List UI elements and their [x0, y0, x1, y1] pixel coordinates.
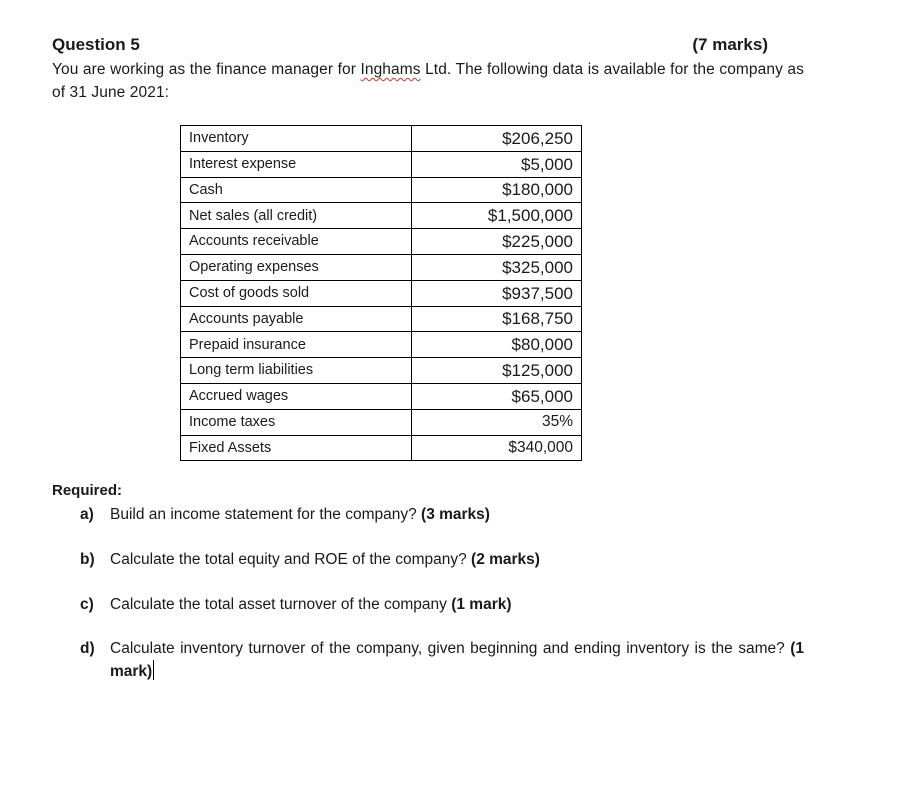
intro-text-start: You are working as the finance manager for: [52, 61, 361, 78]
financial-data-table: [180, 125, 582, 461]
company-name-spellcheck: Inghams: [360, 61, 421, 78]
intro-text-end: Ltd. The following data is available for the company as of 31 June 2021:: [52, 61, 804, 101]
table-row: [181, 177, 582, 203]
table-row: [181, 358, 582, 384]
row-value: $937,500: [412, 280, 582, 306]
row-label: Accounts payable: [181, 306, 412, 332]
requirement-item-a: [80, 503, 804, 526]
table-row: [181, 306, 582, 332]
item-text-wrap: [110, 593, 804, 616]
row-label: Interest expense: [181, 151, 412, 177]
item-marks: (1 mark): [110, 640, 804, 680]
table-row: [181, 203, 582, 229]
row-value: $168,750: [412, 306, 582, 332]
item-text: Calculate the total equity and ROE of the company?: [110, 551, 472, 568]
table-row: [181, 151, 582, 177]
item-marks: (3 marks): [421, 506, 490, 523]
row-label: Net sales (all credit): [181, 203, 412, 229]
row-label: Long term liabilities: [181, 358, 412, 384]
row-value: $206,250: [412, 126, 582, 152]
row-value: $180,000: [412, 177, 582, 203]
required-heading: Required:: [52, 482, 123, 499]
row-label: Inventory: [181, 126, 412, 152]
row-value: $340,000: [412, 435, 582, 461]
row-label: Income taxes: [181, 409, 412, 435]
table-row: [181, 254, 582, 280]
row-value: $325,000: [412, 254, 582, 280]
row-label: Accounts receivable: [181, 229, 412, 255]
item-marks: (1 mark): [451, 596, 512, 613]
question-header: [52, 35, 768, 55]
item-text: Calculate inventory turnover of the company, given beginning and ending inventory is the same?: [110, 640, 791, 657]
text-cursor: [153, 660, 154, 680]
question-marks: (7 marks): [692, 35, 768, 54]
item-text-wrap: [110, 637, 804, 683]
row-value: $125,000: [412, 358, 582, 384]
table-row: [181, 332, 582, 358]
row-value: $225,000: [412, 229, 582, 255]
row-value: $5,000: [412, 151, 582, 177]
row-value: $80,000: [412, 332, 582, 358]
row-value: $1,500,000: [412, 203, 582, 229]
requirement-item-b: [80, 548, 804, 571]
table-row: [181, 280, 582, 306]
row-label: Accrued wages: [181, 383, 412, 409]
row-label: Prepaid insurance: [181, 332, 412, 358]
item-text: Build an income statement for the company?: [110, 506, 422, 523]
requirement-item-c: [80, 593, 804, 616]
item-text: Calculate the total asset turnover of the company: [110, 596, 452, 613]
question-title: Question 5: [52, 35, 140, 54]
item-letter: d): [80, 640, 95, 657]
item-text-wrap: [110, 548, 804, 571]
requirement-item-d: [80, 637, 804, 683]
table-row: [181, 383, 582, 409]
item-letter: a): [80, 506, 94, 523]
table-row: [181, 126, 582, 152]
item-letter: c): [80, 596, 94, 613]
item-marks: (2 marks): [471, 551, 540, 568]
table-row: [181, 435, 582, 461]
row-label: Cost of goods sold: [181, 280, 412, 306]
row-label: Cash: [181, 177, 412, 203]
table-row: [181, 229, 582, 255]
item-letter: b): [80, 551, 95, 568]
row-value: 35%: [412, 409, 582, 435]
row-label: Operating expenses: [181, 254, 412, 280]
intro-paragraph: [52, 58, 804, 104]
row-label: Fixed Assets: [181, 435, 412, 461]
row-value: $65,000: [412, 383, 582, 409]
item-text-wrap: [110, 503, 804, 526]
table-row: [181, 409, 582, 435]
